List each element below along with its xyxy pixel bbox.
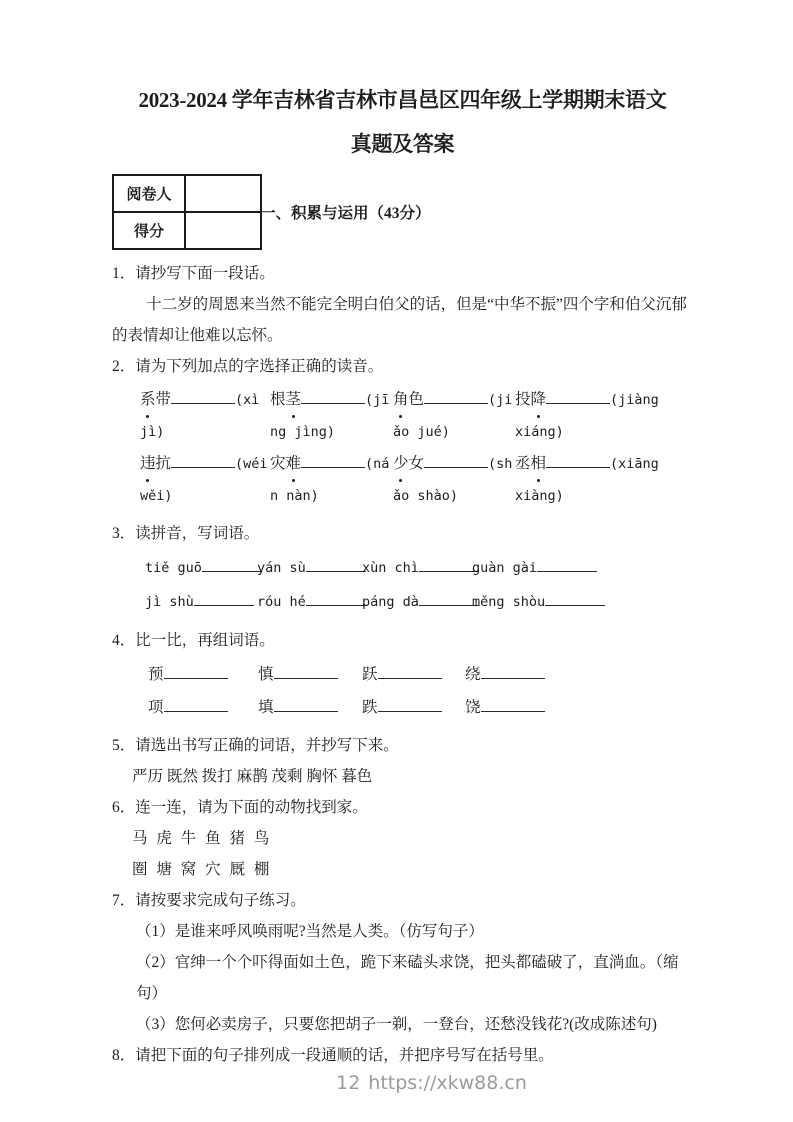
- pinyin-options: (xì jì): [140, 392, 260, 440]
- dotted-char: 难: [286, 448, 302, 479]
- word-char: 色: [408, 391, 425, 408]
- question-6-homes: 圈 塘 窝 穴 厩 棚: [132, 861, 270, 878]
- pinyin-prompt: páng dà: [362, 594, 419, 610]
- target-word: [270, 391, 301, 408]
- pinyin-options: (jiǎo jué): [393, 392, 513, 440]
- pinyin-choice-item: [393, 448, 515, 512]
- write-word-item: [362, 585, 472, 619]
- dotted-char: 系: [140, 384, 156, 415]
- answer-blank: [171, 390, 235, 404]
- table-row: [113, 212, 261, 249]
- pinyin-choice-item: [515, 448, 673, 512]
- page-title: [112, 78, 693, 166]
- pinyin-options: (shǎo shào): [393, 456, 513, 504]
- answer-blank: [424, 454, 488, 468]
- pinyin-prompt: tiě guō: [145, 560, 202, 576]
- prompt-char: 慎: [258, 666, 274, 683]
- pinyin-options: (jiàng xiáng): [515, 392, 659, 440]
- pinyin-options: (xiāng xiàng): [515, 456, 659, 504]
- footer-url: https://xkw88.cn: [368, 1072, 527, 1094]
- question-7-item-2: （2）官绅一个个吓得面如土色，跪下来磕头求饶，把头都磕破了，直淌血。（缩句）: [136, 954, 679, 1002]
- table-row: [113, 175, 261, 212]
- question-5-words: 严历 既然 拨打 麻鹊 茂剩 胸怀 暮色: [132, 768, 373, 785]
- answer-blank: [306, 592, 366, 606]
- answer-blank: [481, 698, 545, 712]
- answer-blank: [546, 390, 610, 404]
- question-4-label: 4．比一比，再组词语。: [112, 632, 275, 649]
- score-header-row: [112, 174, 693, 250]
- pinyin-prompt: róu hé: [257, 594, 306, 610]
- pinyin-prompt: yán sù: [257, 560, 306, 576]
- compare-char-item: [465, 658, 693, 691]
- compare-char-item: [362, 658, 465, 691]
- word-char: 灾: [270, 455, 286, 472]
- score-value-cell: [185, 212, 261, 249]
- question-7-item-3: （3）您何必卖房子，只要您把胡子一剃，一登台，还愁没钱花?(改成陈述句): [136, 1016, 657, 1033]
- answer-blank: [301, 390, 365, 404]
- compare-char-item: [258, 691, 362, 724]
- grader-label: 阅卷人: [113, 175, 185, 212]
- answer-blank: [378, 665, 442, 679]
- title-line-2: 真题及答案: [350, 132, 455, 156]
- answer-blank: [164, 698, 228, 712]
- question-6-label: 6．连一连，请为下面的动物找到家。: [112, 799, 368, 816]
- prompt-char: 填: [258, 699, 274, 716]
- answer-blank: [194, 592, 254, 606]
- target-word: [393, 455, 424, 472]
- answer-blank: [546, 454, 610, 468]
- question-2-label: 2．请为下列加点的字选择正确的读音。: [112, 358, 384, 375]
- word-char: 丞: [515, 455, 531, 472]
- pinyin-options: (nán nàn): [270, 456, 390, 504]
- prompt-char: 跃: [362, 666, 378, 683]
- word-char: 投: [515, 391, 531, 408]
- answer-blank: [424, 390, 488, 404]
- answer-blank: [545, 592, 605, 606]
- answer-blank: [537, 558, 597, 572]
- question-4-grid: [148, 658, 693, 724]
- write-word-item: [472, 585, 693, 619]
- dotted-char: 少: [393, 448, 409, 479]
- prompt-char: 项: [148, 699, 164, 716]
- prompt-char: 饶: [465, 699, 481, 716]
- answer-blank: [481, 665, 545, 679]
- question-3-grid: [145, 551, 693, 619]
- target-word: [515, 455, 546, 472]
- dotted-char: 违: [140, 448, 156, 479]
- question-1-label: 1．请抄写下面一段话。: [112, 265, 275, 282]
- dotted-char: 茎: [286, 384, 302, 415]
- write-word-item: [257, 585, 362, 619]
- answer-blank: [274, 698, 338, 712]
- pinyin-choice-item: [140, 448, 270, 512]
- answer-blank: [202, 558, 262, 572]
- target-word: [270, 455, 301, 472]
- pinyin-options: (jīng jìng): [270, 392, 390, 440]
- dotted-char: 角: [393, 384, 409, 415]
- answer-blank: [419, 592, 479, 606]
- prompt-char: 绕: [465, 666, 481, 683]
- compare-char-item: [148, 691, 258, 724]
- pinyin-choice-item: [393, 384, 515, 448]
- compare-char-item: [258, 658, 362, 691]
- answer-blank: [274, 665, 338, 679]
- write-word-item: [362, 551, 472, 585]
- dotted-char: 降: [531, 384, 547, 415]
- page-footer: [336, 1072, 527, 1094]
- compare-char-item: [362, 691, 465, 724]
- word-char: 根: [270, 391, 286, 408]
- target-word: [140, 455, 171, 472]
- compare-char-item: [148, 658, 258, 691]
- question-6-animals: 马 虎 牛 鱼 猪 鸟: [132, 830, 270, 847]
- page-number: 12: [336, 1072, 361, 1094]
- word-char: 女: [408, 455, 425, 472]
- answer-blank: [301, 454, 365, 468]
- target-word: [393, 391, 424, 408]
- prompt-char: 预: [148, 666, 164, 683]
- question-7-item-1: （1）是谁来呼风唤雨呢?当然是人类。（仿写句子）: [136, 923, 484, 940]
- grader-value-cell: [185, 175, 261, 212]
- pinyin-choice-item: [270, 448, 393, 512]
- pinyin-prompt: guàn gài: [472, 560, 538, 576]
- pinyin-choice-item: [270, 384, 393, 448]
- pinyin-prompt: měng shòu: [472, 594, 546, 610]
- section-heading: 一、积累与运用（43分）: [260, 205, 431, 222]
- compare-char-item: [465, 691, 693, 724]
- write-word-item: [472, 551, 693, 585]
- question-8-label: 8．请把下面的句子排列成一段通顺的话，并把序号写在括号里。: [112, 1047, 554, 1064]
- pinyin-options: (wéi wěi): [140, 456, 268, 504]
- write-word-item: [145, 551, 257, 585]
- answer-blank: [171, 454, 235, 468]
- pinyin-choice-item: [140, 384, 270, 448]
- answer-blank: [164, 665, 228, 679]
- question-3-label: 3．读拼音，写词语。: [112, 525, 260, 542]
- score-table: [112, 174, 262, 250]
- answer-blank: [306, 558, 366, 572]
- target-word: [515, 391, 546, 408]
- word-char: 带: [155, 391, 172, 408]
- question-2-grid: [140, 384, 693, 512]
- answer-blank: [419, 558, 479, 572]
- prompt-char: 跌: [362, 699, 378, 716]
- dotted-char: 相: [531, 448, 547, 479]
- write-word-item: [145, 585, 257, 619]
- target-word: [140, 391, 171, 408]
- pinyin-choice-item: [515, 384, 673, 448]
- answer-blank: [378, 698, 442, 712]
- score-label: 得分: [113, 212, 185, 249]
- pinyin-prompt: xùn chì: [362, 560, 419, 576]
- question-1-paragraph: 十二岁的周恩来当然不能完全明白伯父的话，但是“中华不振”四个字和伯父沉郁的表情却让他难以忘怀。: [112, 296, 687, 344]
- pinyin-prompt: jì shù: [145, 594, 194, 610]
- question-5-label: 5．请选出书写正确的词语，并抄写下来。: [112, 737, 399, 754]
- title-line-1: 2023-2024 学年吉林省吉林市昌邑区四年级上学期期末语文: [138, 88, 667, 112]
- word-char: 抗: [155, 455, 172, 472]
- question-7-label: 7．请按要求完成句子练习。: [112, 892, 306, 909]
- write-word-item: [257, 551, 362, 585]
